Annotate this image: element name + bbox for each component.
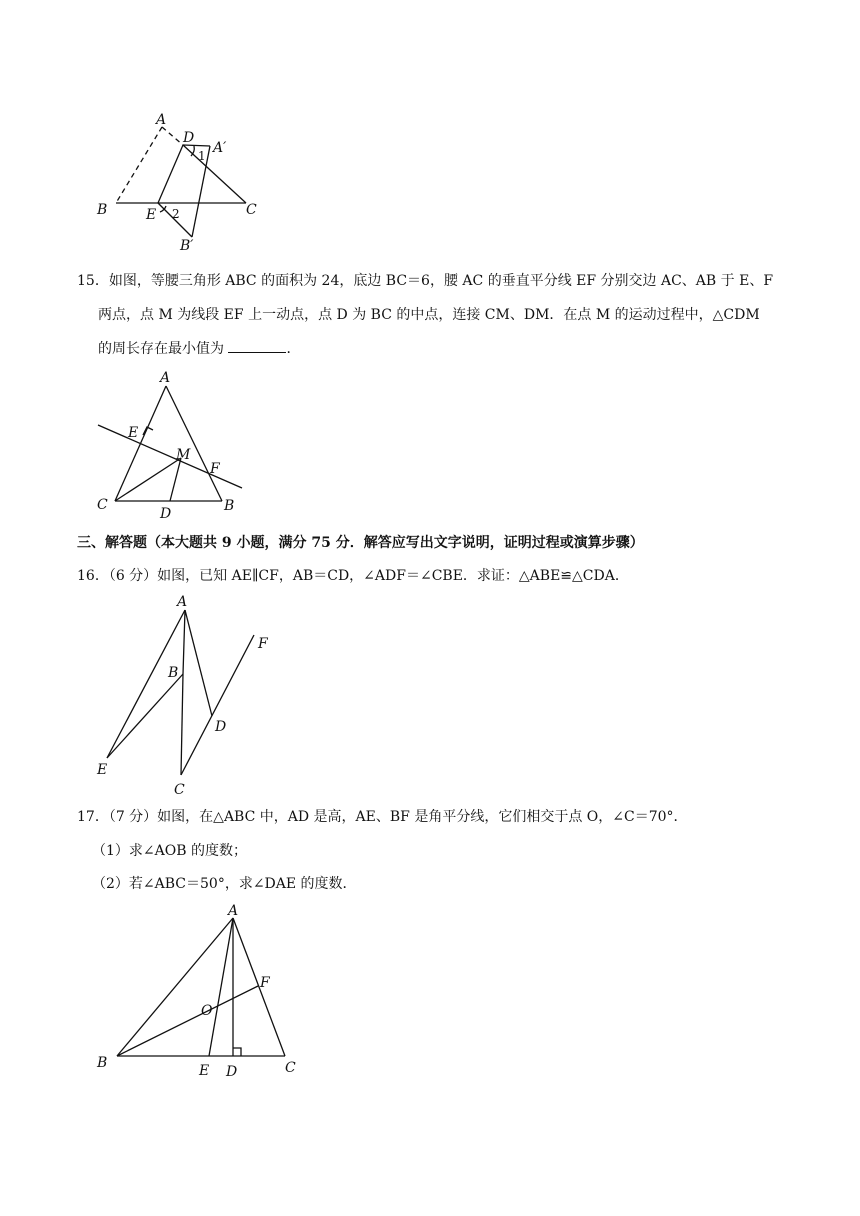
label-B: B (97, 1055, 108, 1071)
section-heading: 三、解答题（本大题共 9 小题，满分 75 分．解答应写出文字说明，证明过程或演算步骤） (77, 535, 644, 551)
figure-16 (0, 590, 860, 805)
q15-line3-text: 的周长存在最小值为 (98, 341, 224, 357)
q17-text: 17．（7 分）如图，在△ABC 中，AD 是高，AE、BF 是角平分线，它们相交于点 O，∠C＝70°． (77, 809, 688, 825)
q15-line2: 两点，点 M 为线段 EF 上一动点，点 D 为 BC 的中点，连接 CM、DM．在点 M 的运动过程中，△CDM (98, 307, 760, 323)
label-D: D (160, 506, 172, 522)
label-B: B (168, 665, 179, 681)
label-D: D (215, 719, 227, 735)
label-B-prime: B′ (180, 238, 194, 254)
label-angle-1: 1 (198, 149, 206, 163)
label-F: F (210, 461, 220, 477)
label-A: A (228, 903, 239, 919)
label-B: B (224, 498, 235, 514)
label-F: F (260, 975, 270, 991)
q15-line3 (98, 338, 300, 359)
label-A: A (156, 112, 167, 128)
label-A: A (177, 594, 188, 610)
label-O: O (201, 1003, 213, 1019)
label-D: D (226, 1064, 238, 1080)
label-C: C (174, 782, 185, 798)
label-M: M (176, 447, 191, 463)
figure-17 (0, 900, 860, 1085)
label-E: E (128, 425, 139, 441)
label-A-prime: A′ (213, 140, 227, 156)
label-B: B (97, 202, 108, 218)
figure-14-folded-triangle (0, 0, 860, 270)
answer-blank (228, 338, 286, 353)
q15-line1: 15．如图，等腰三角形 ABC 的面积为 24，底边 BC＝6，腰 AC 的垂直平分线 EF 分别交边 AC、AB 于 E、F (77, 273, 774, 289)
label-E: E (146, 207, 157, 223)
label-C: C (285, 1060, 296, 1076)
label-F: F (258, 636, 268, 652)
q17-part1: （1）求∠AOB 的度数； (92, 843, 247, 859)
label-C: C (246, 202, 257, 218)
label-angle-2: 2 (172, 207, 180, 221)
label-E: E (199, 1063, 210, 1079)
label-C: C (97, 497, 108, 513)
figure-15-isosceles-triangle (0, 360, 860, 525)
q17-part2: （2）若∠ABC＝50°，求∠DAE 的度数． (92, 876, 357, 892)
label-E: E (97, 762, 108, 778)
q16-text: 16．（6 分）如图，已知 AE∥CF，AB＝CD，∠ADF＝∠CBE．求证：△ABE≌△CDA． (77, 568, 629, 584)
label-A: A (160, 370, 171, 386)
label-D: D (183, 130, 195, 146)
q15-line3-end: ． (286, 341, 301, 357)
